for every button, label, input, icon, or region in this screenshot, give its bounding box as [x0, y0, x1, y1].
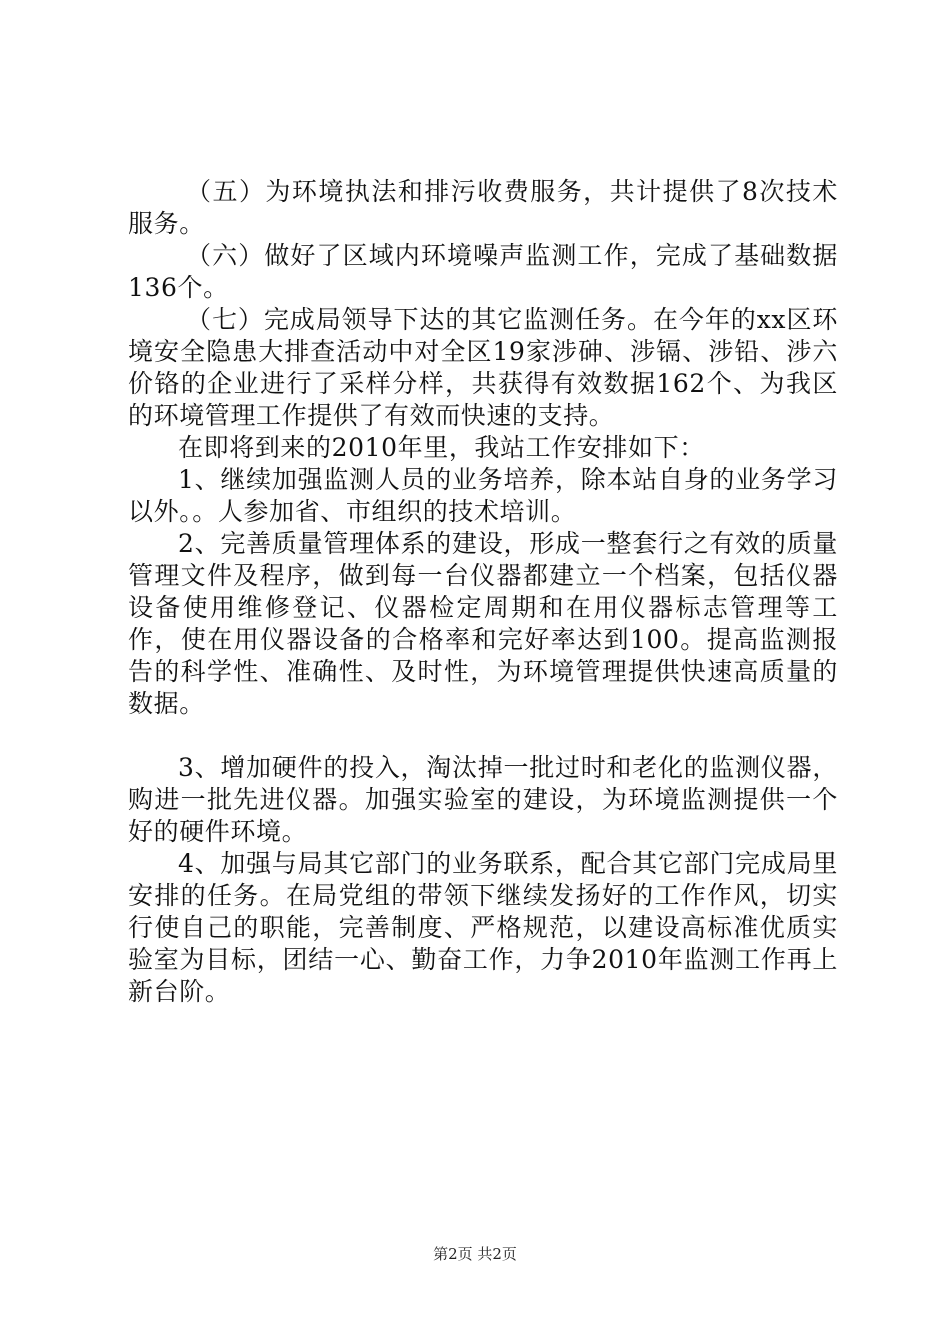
paragraph-plan-3: 3、增加硬件的投入，淘汰掉一批过时和老化的监测仪器，购进一批先进仪器。加强实验室的建设，为环境监测提供一个好的硬件环境。 [128, 753, 838, 846]
paragraph-item-7: （七）完成局领导下达的其它监测任务。在今年的xx区环境安全隐患大排查活动中对全区19家涉砷、涉镉、涉铅、涉六价铬的企业进行了采样分样，共获得有效数据162个、为我区的环境管理工作提供了有效而快速的支持。 [128, 305, 838, 430]
paragraph-plan-2: 2、完善质量管理体系的建设，形成一整套行之有效的质量管理文件及程序，做到每一台仪器都建立一个档案，包括仪器设备使用维修登记、仪器检定周期和在用仪器标志管理等工作，使在用仪器设备的合格率和完好率达到100。提高监测报告的科学性、准确性、及时性，为环境管理提供快速高质量的数据。 [128, 529, 838, 718]
paragraph-plan-1: 1、继续加强监测人员的业务培养，除本站自身的业务学习以外。。人参加省、市组织的技术培训。 [128, 465, 838, 526]
paragraph-plan-4: 4、加强与局其它部门的业务联系，配合其它部门完成局里安排的任务。在局党组的带领下继续发扬好的工作作风，切实行使自己的职能，完善制度、严格规范，以建设高标准优质实验室为目标，团结一心、勤奋工作，力争2010年监测工作再上新台阶。 [128, 849, 838, 1006]
paragraph-plan-intro: 在即将到来的2010年里，我站工作安排如下： [178, 433, 705, 462]
page-number-footer: 第2页 共2页 [433, 1245, 517, 1263]
paragraph-item-5: （五）为环境执法和排污收费服务，共计提供了8次技术服务。 [128, 177, 838, 238]
document-body [128, 176, 838, 1008]
paragraph-item-6: （六）做好了区域内环境噪声监测工作，完成了基础数据136个。 [128, 241, 838, 302]
